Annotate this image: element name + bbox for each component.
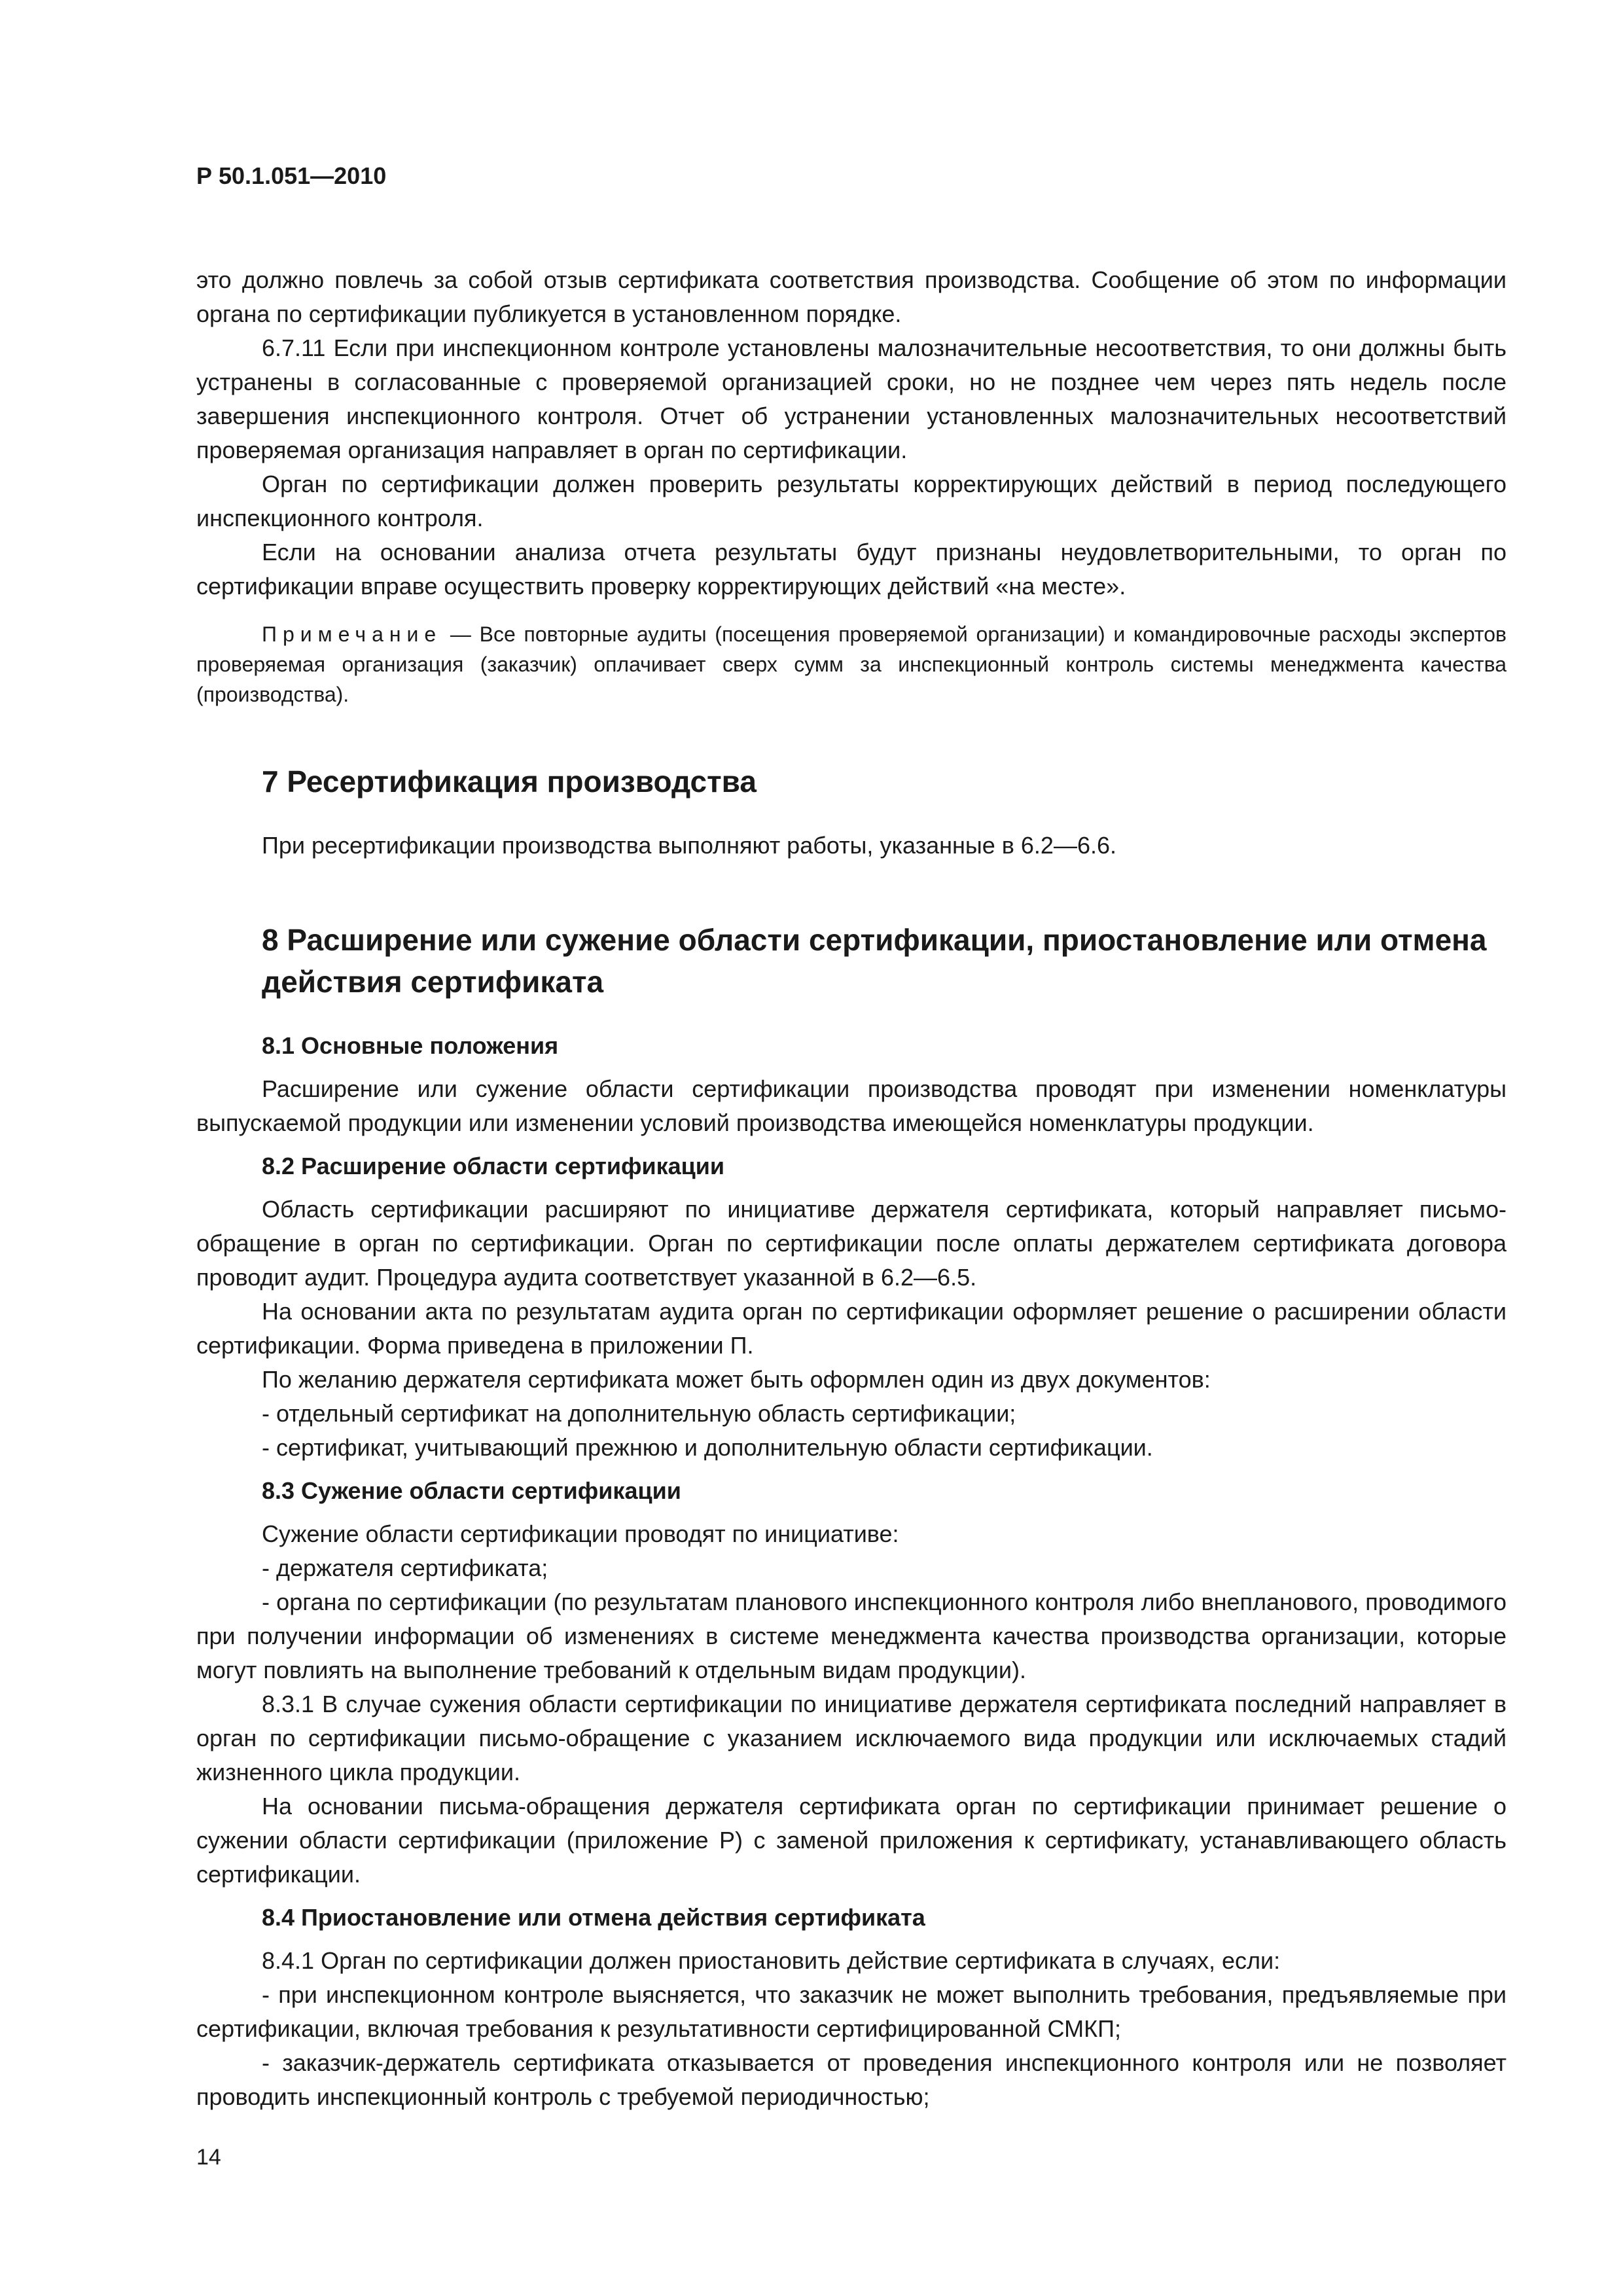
paragraph: 8.3.1 В случае сужения области сертификации по инициативе держателя сертификата последний направляет в орган по сертификации письмо-обращение с указанием исключаемого вида продукции или исключаемых стадий жизненного цикла продукции. [196, 1691, 1507, 1785]
list-item: - заказчик-держатель сертификата отказывается от проведения инспекционного контроля или не позволяет проводить инспекционный контроль с требуемой периодичностью; [196, 2049, 1507, 2110]
list-item: - органа по сертификации (по результатам планового инспекционного контроля либо внепланового, проводимого при получении информации об изменениях в системе менеджмента качества производства организации, которые могут повлиять на выполнение требований к отдельным видам продукции). [196, 1588, 1507, 1683]
section-8-2-heading: 8.2 Расширение области сертификации [262, 1153, 725, 1179]
section-8-1-heading: 8.1 Основные положения [262, 1032, 559, 1059]
paragraph: На основании акта по результатам аудита орган по сертификации оформляет решение о расширении области сертификации. Форма приведена в приложении П. [196, 1298, 1507, 1359]
paragraph: Область сертификации расширяют по инициативе держателя сертификата, который направляет письмо-обращение в орган по сертификации. Орган по сертификации после оплаты держателем сертификата договора проводит аудит. Процедура аудита соответствует указанной в 6.2—6.5. [196, 1196, 1507, 1291]
page-number: 14 [196, 2145, 221, 2170]
paragraph: Сужение области сертификации проводят по инициативе: [262, 1520, 899, 1547]
note-label: Примечание [262, 622, 442, 646]
note [196, 619, 1507, 709]
paragraph: Орган по сертификации должен проверить результаты корректирующих действий в период последующего инспекционного контроля. [196, 471, 1507, 531]
note-text: — Все повторные аудиты (посещения проверяемой организации) и командировочные расходы экспертов проверяемая организация (заказчик) оплачивает сверх сумм за инспекционный контроль системы менеджмента качества (производства). [196, 622, 1507, 706]
paragraph: 6.7.11 Если при инспекционном контроле установлены малозначительные несоответствия, то они должны быть устранены в согласованные с проверяемой организацией сроки, но не позднее чем через пять недель после завершения инспекционного контроля. Отчет об устранении установленных малозначительных несоответствий проверяемая организация направляет в орган по сертификации. [196, 334, 1507, 463]
section-8-3-heading: 8.3 Сужение области сертификации [262, 1477, 681, 1504]
paragraph: это должно повлечь за собой отзыв сертификата соответствия производства. Сообщение об этом по информации органа по сертификации публикуется в установленном порядке. [196, 266, 1507, 327]
section-7-heading: 7 Ресертификация производства [262, 764, 757, 798]
list-item: - держателя сертификата; [262, 1554, 548, 1581]
section-8-4-heading: 8.4 Приостановление или отмена действия сертификата [262, 1904, 925, 1931]
list-item: - при инспекционном контроле выясняется, что заказчик не может выполнить требования, предъявляемые при сертификации, включая требования к результативности сертифицированной СМКП; [196, 1981, 1507, 2042]
paragraph: Если на основании анализа отчета результаты будут признаны неудовлетворительными, то орган по сертификации вправе осуществить проверку корректирующих действий «на месте». [196, 539, 1507, 600]
paragraph: На основании письма-обращения держателя сертификата орган по сертификации принимает решение о сужении области сертификации (приложение Р) с заменой приложения к сертификату, устанавливающего область сертификации. [196, 1793, 1507, 1888]
list-item: - отдельный сертификат на дополнительную область сертификации; [262, 1400, 1016, 1427]
document-page [196, 162, 1507, 2114]
paragraph: 8.4.1 Орган по сертификации должен приостановить действие сертификата в случаях, если: [262, 1947, 1281, 1974]
paragraph: Расширение или сужение области сертификации производства проводят при изменении номенклатуры выпускаемой продукции или изменении условий производства имеющейся номенклатуры продукции. [196, 1075, 1507, 1136]
document-code: Р 50.1.051—2010 [196, 162, 387, 189]
list-item: - сертификат, учитывающий прежнюю и дополнительную области сертификации. [262, 1434, 1153, 1461]
section-8-heading: 8 Расширение или сужение области сертификации, приостановление или отмена действия сертификата [262, 923, 1487, 999]
paragraph: По желанию держателя сертификата может быть оформлен один из двух документов: [262, 1366, 1211, 1393]
paragraph: При ресертификации производства выполняют работы, указанные в 6.2—6.6. [262, 832, 1117, 859]
